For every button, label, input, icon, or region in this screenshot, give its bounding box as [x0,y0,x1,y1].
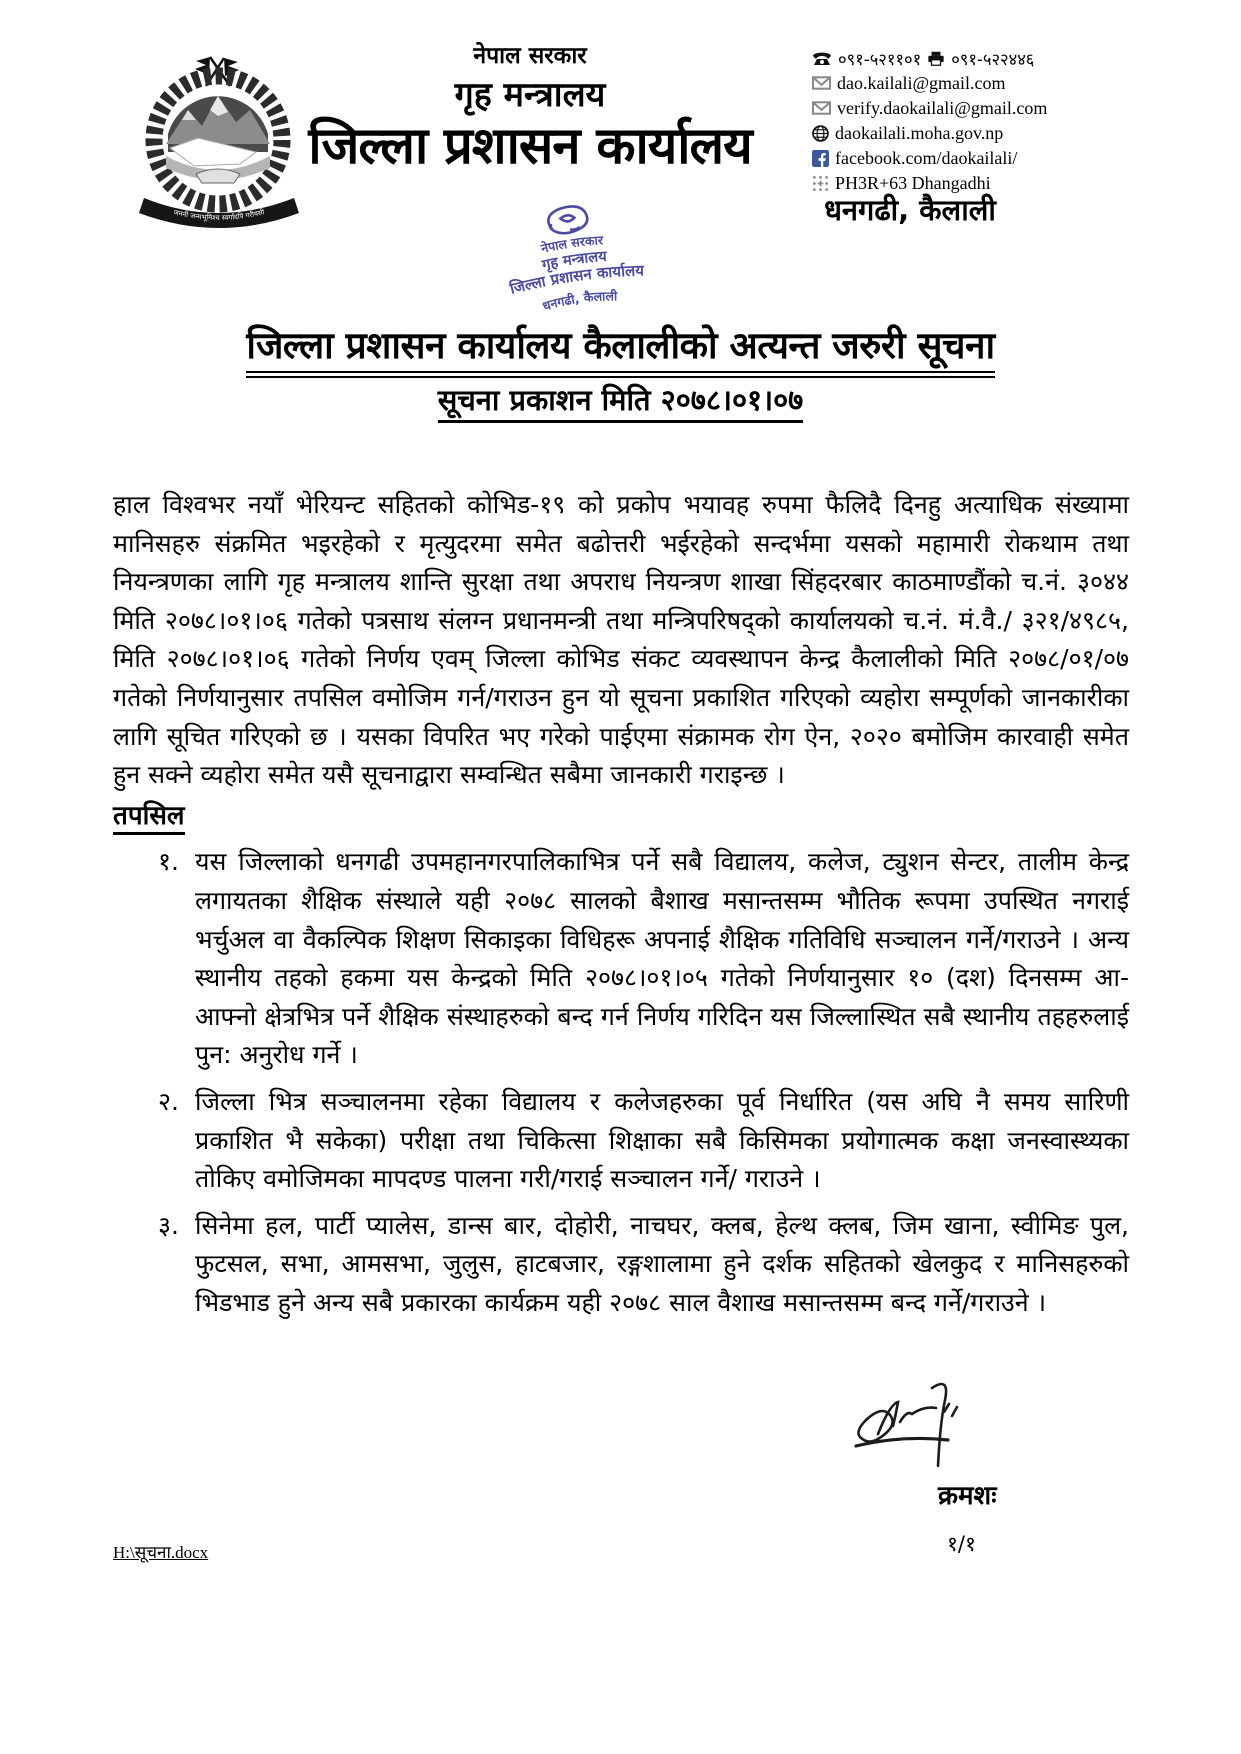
fax-number: ०९१-५२२४४६ [951,49,1035,69]
list-item [113,843,1129,1075]
list-item-number: २. [158,1086,179,1116]
notice-title: जिल्ला प्रशासन कार्यालय कैलालीको अत्यन्त जरुरी सूचना [246,318,994,378]
notice-title-row [0,318,1241,378]
facebook-icon [812,150,829,167]
list-item-text: यस जिल्लाको धनगढी उपमहानगरपालिकाभित्र पर्ने सबै विद्यालय, कलेज, ट्युशन सेन्टर, तालीम केन्द्र लगायतका शैक्षिक संस्थाले यही २०७८ सालको बैशाख मसान्तसम्म भौतिक रूपमा उपस्थित नगराई भर्चुअल वा वैकल्पिक शिक्षण सिकाइका विधिहरू अपनाई शैक्षिक गतिविधि सञ्चालन गर्ने/गराउने । अन्य स्थानीय तहको हकमा यस केन्द्रको मिति २०७८।०१।०५ गतेको निर्णयानुसार १० (दश) दिनसम्म आ-आफ्नो क्षेत्रभित्र पर्ने शैक्षिक संस्थाहरुको बन्द गर्न निर्णय गरिदिन यस जिल्लास्थित सबै स्थानीय तहहरुलाई पुन: अनुरोध गर्ने । [195,847,1129,1070]
office-name: जिल्ला प्रशासन कार्यालय [308,117,752,176]
phone-icon [812,50,832,66]
plus-code: PH3R+63 Dhangadhi [835,172,991,193]
stamp-line-3: जिल्ला प्रशासन कार्यालय [508,261,645,298]
continuation-label: क्रमशः [938,1481,997,1511]
notice-item-list [113,843,1129,1322]
contact-block [812,46,1152,196]
footer-page-number: १/१ [947,1532,976,1556]
mail-icon [812,76,831,90]
tapasil-heading: तपसिल [113,801,185,835]
ministry-name: गृह मन्त्रालय [454,75,606,115]
emblem-motto: जननी जन्मभूमिश्च स्वर्गादपि गरीयसी [172,208,266,223]
email-row-2 [812,96,1152,120]
notice-date-row [0,380,1241,423]
stamp-line-2: गृह मन्त्रालय [540,248,608,274]
plus-code-icon [812,175,829,192]
notice-body-paragraph: हाल विश्वभर नयाँ भेरियन्ट सहितको कोभिड-१९ को प्रकोप भयावह रुपमा फैलिदै दिनहु अत्याधिक संख्यामा मानिसहरु संक्रमित भइरहेको र मृत्युदरमा समेत बढोत्तरी भईरहेको सन्दर्भमा यसको महामारी रोकथाम तथा नियन्त्रणका लागि गृह मन्त्रालय शान्ति सुरक्षा तथा अपराध नियन्त्रण शाखा सिंहदरबार काठमाण्डौंको च.नं. ३०४४ मिति २०७८।०१।०६ गतेको पत्रसाथ संलग्न प्रधानमन्त्री तथा मन्त्रिपरिषद्को कार्यालयको च.नं. मं.वै./ ३२१/४९८५, मिति २०७८।०१।०६ गतेको निर्णय एवम् जिल्ला कोभिड संकट व्यवस्थापन केन्द्र कैलालीको मिति २०७८/०१/०७ गतेको निर्णयानुसार तपसिल वमोजिम गर्न/गराउन हुन यो सूचना प्रकाशित गरिएको व्यहोरा सम्पूर्णको जानकारीका लागि सूचित गरिएको छ । यसका विपरित भए गरेको पाईएमा संक्रामक रोग ऐन, २०२० बमोजिम कारवाही समेत हुन सक्ने व्यहोरा समेत यसै सूचनाद्वारा सम्वन्धित सबैमा जानकारी गराइन्छ । [113,490,1129,790]
globe-icon [812,125,829,142]
stamp-line-4: धनगढी, कैलाली [540,288,618,314]
publication-date: सूचना प्रकाशन मिति २०७८।०१।०७ [438,380,804,423]
phone-fax-row [812,46,1152,70]
list-item [113,1207,1129,1323]
website-row [812,121,1152,145]
email-primary: dao.kailali@gmail.com [837,72,1006,93]
list-item-text: जिल्ला भित्र सञ्चालनमा रहेका विद्यालय र कलेजहरुका पूर्व निर्धारित (यस अघि नै समय सारिणी प्रकाशित भै सकेका) परीक्षा तथा चिकित्सा शिक्षाका सबै किसिमका प्रयोगात्मक कक्षा जनस्वास्थ्यका तोकिए वमोजिमका मापदण्ड पालना गरी/गराई सञ्चालन गर्ने/ गराउने । [195,1086,1129,1194]
motto-ribbon [139,198,299,228]
list-item-text: सिनेमा हल, पार्टी प्यालेस, डान्स बार, दोहोरी, नाचघर, क्लब, हेल्थ क्लब, जिम खाना, स्वीमिङ पुल, फुटसल, सभा, आमसभा, जुलुस, हाटबजार, रङ्गशालामा हुने दर्शक सहितको खेलकुद र मानिसहरुको भिडभाड हुने अन्य सबै प्रकारका कार्यक्रम यही २०७८ साल वैशाख मसान्तसम्म बन्द गर्ने/गराउने । [195,1210,1129,1317]
stamp-line-1: नेपाल सरकार [539,232,604,256]
list-item-number: ३. [158,1210,179,1240]
mail-icon [812,101,831,115]
email-secondary: verify.daokailali@gmail.com [837,97,1048,118]
signature-scribble [848,1380,978,1472]
fax-icon [927,51,945,66]
facebook-url: facebook.com/daokailali/ [835,147,1018,168]
office-location: धनगढी, कैलाली [824,193,996,227]
government-name: नेपाल सरकार [473,43,587,69]
footer-file-path: H:\सूचना.docx [113,1543,209,1562]
office-stamp [425,205,725,325]
list-item [113,1083,1129,1199]
tapasil-heading-row [113,797,1129,836]
facebook-row [812,146,1152,170]
list-item-number: १. [158,847,179,877]
website-url: daokailali.moha.gov.np [835,122,1004,143]
notice-content [113,486,1129,1322]
email-row [812,71,1152,95]
phone-number: ०९१-५२११०१ [838,49,922,69]
stamp-emblem-scribble [547,205,589,235]
